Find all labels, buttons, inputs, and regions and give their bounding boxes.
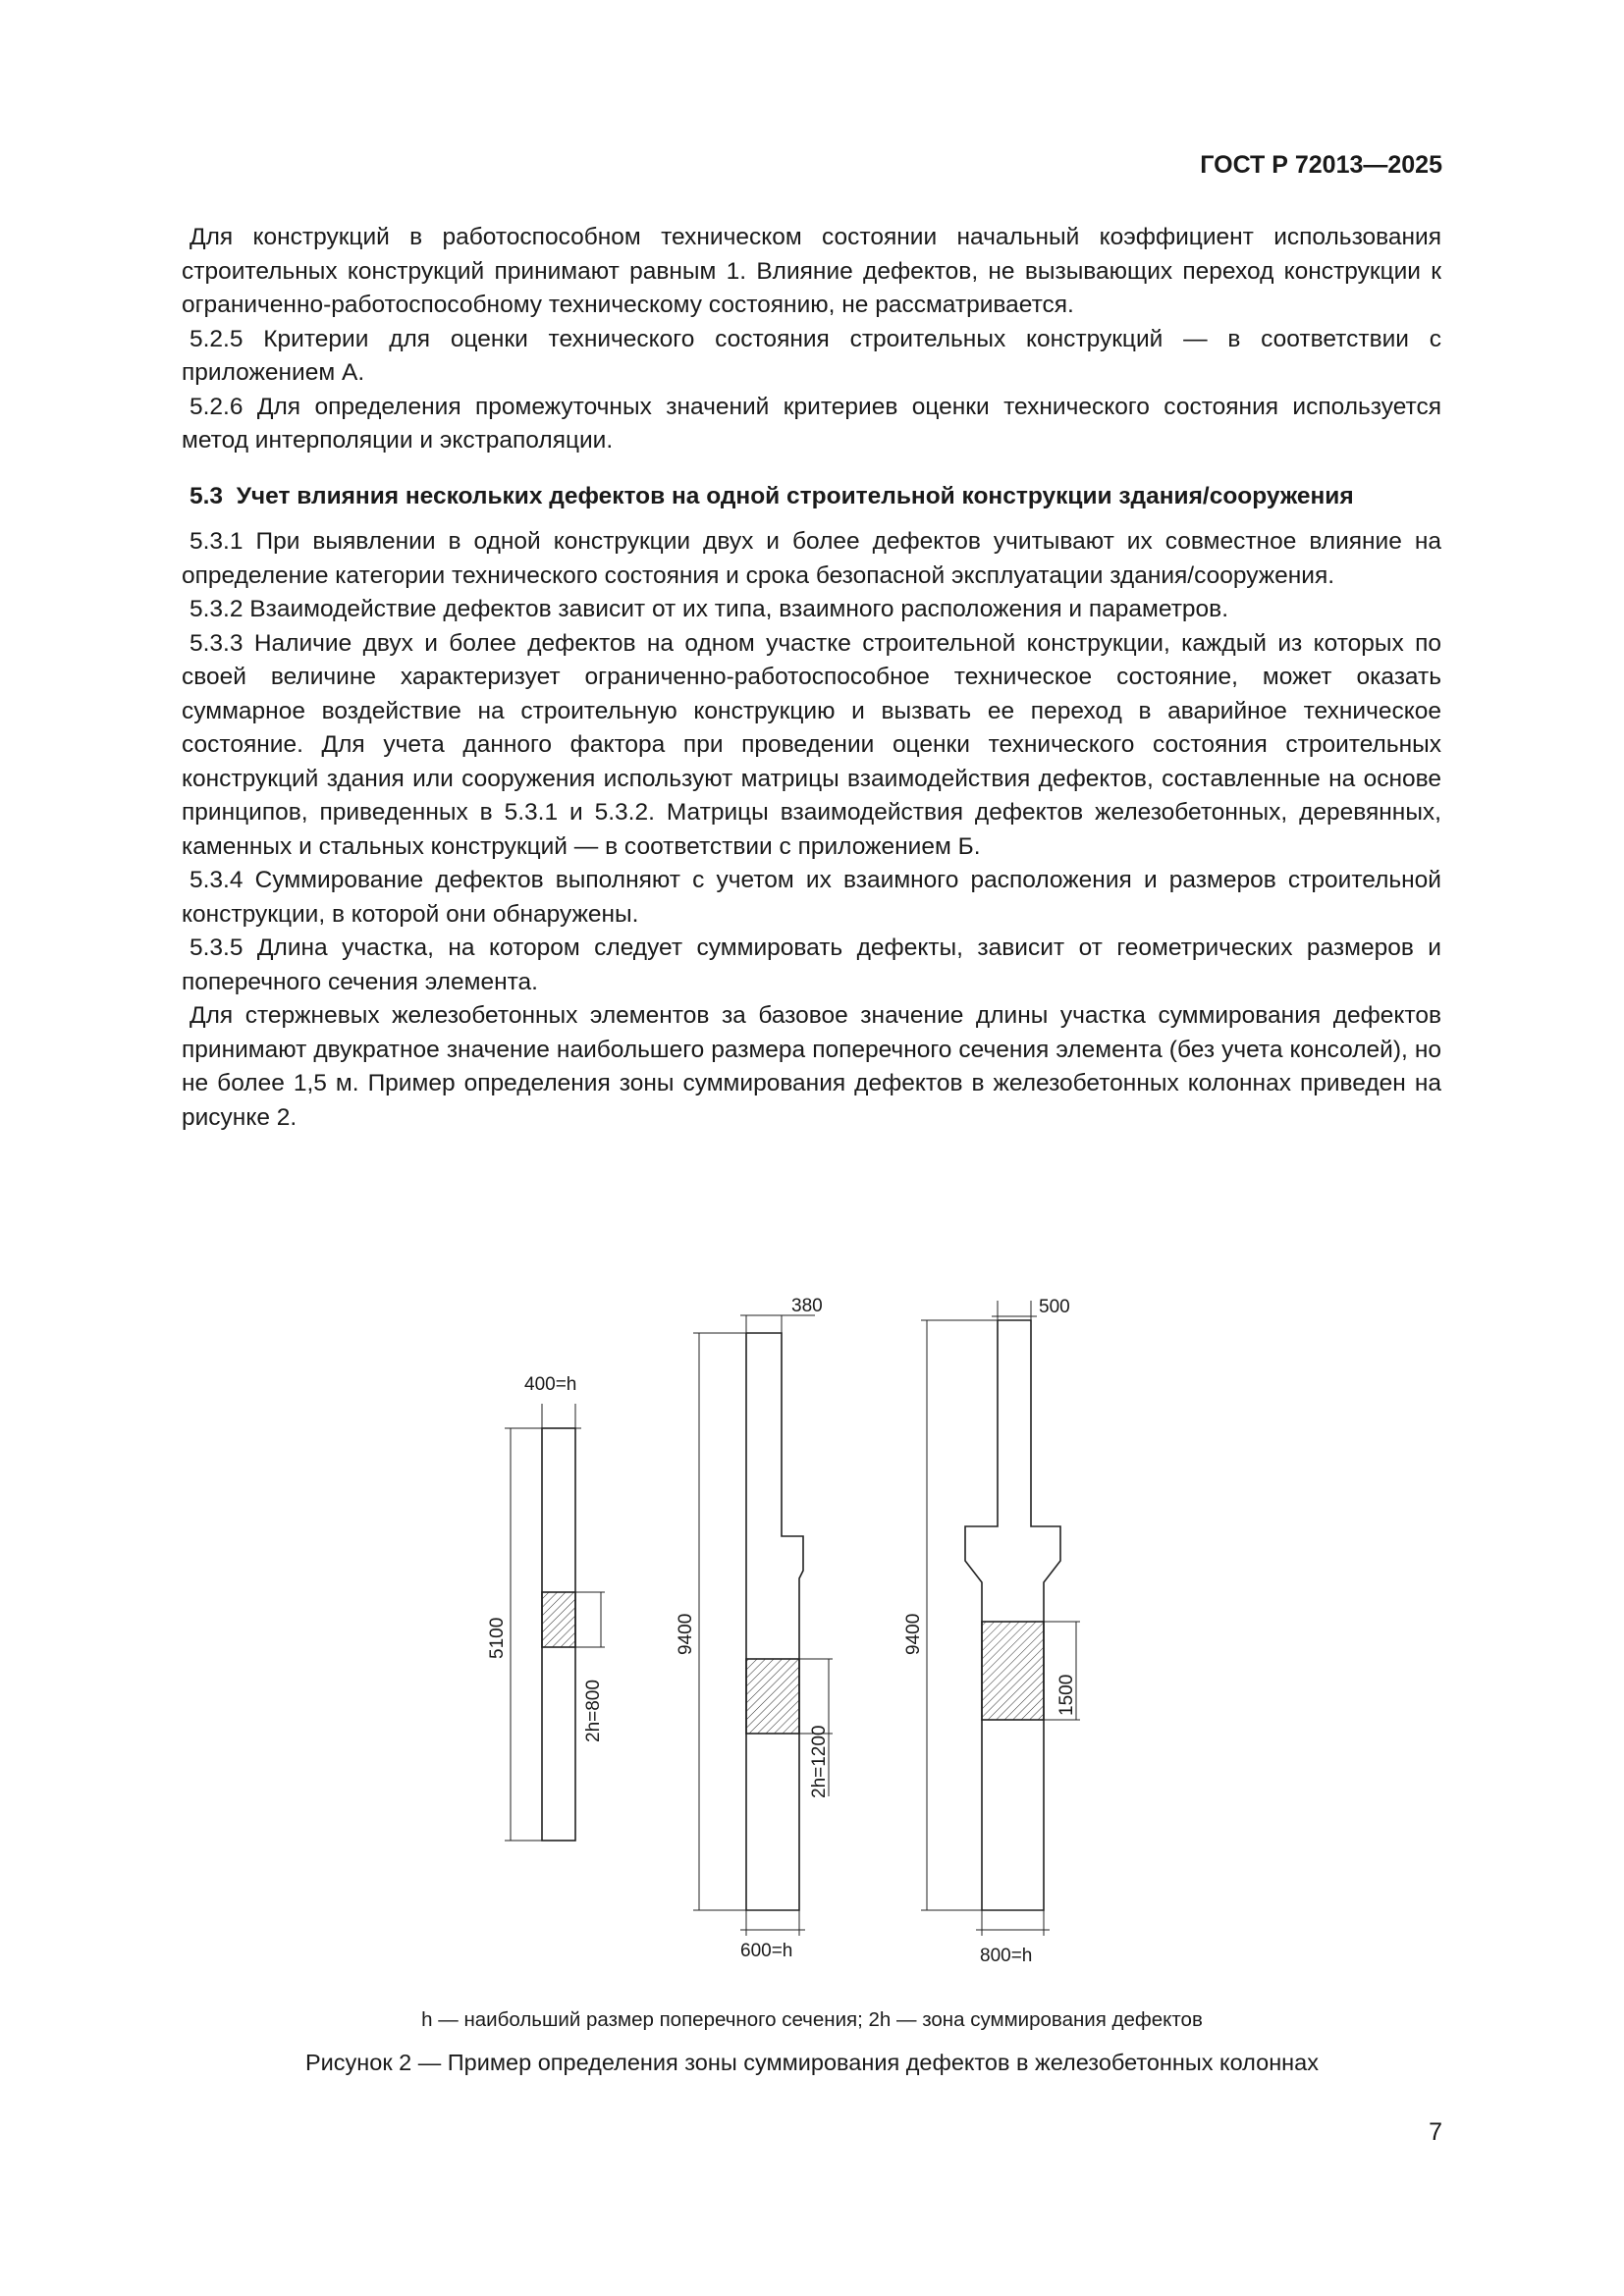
column-3 — [921, 1301, 1080, 1936]
page-number: 7 — [1429, 2118, 1442, 2146]
figure-caption: Рисунок 2 — Пример определения зоны суммирования дефектов в железобетонных колоннах — [305, 2050, 1319, 2075]
column-1 — [505, 1404, 605, 1841]
column-2-length-label: 9400 — [676, 1613, 696, 1655]
column-3-length-label: 9400 — [903, 1613, 924, 1655]
figure-legend: h — наибольший размер поперечного сечения; 2h — зона суммирования дефектов — [421, 2008, 1203, 2031]
column-1-length-label: 5100 — [487, 1617, 508, 1659]
figure-columns — [0, 1266, 1624, 1993]
column-3-zone-label: 1500 — [1056, 1674, 1077, 1716]
paragraph: 5.3.3 Наличие двух и более дефектов на одном участке строительной конструкции, каждый из которых по своей величине характеризует ограниченно-работоспособное техническое состояние, может оказать суммарное воздействие на строительную конструкцию и вызвать ее переход в аварийное техническое состояние. Для учета данного фактора при проведении оценки технического состояния строительных конструкций здания или сооружения используют матрицы взаимодействия дефектов, составленные на основе принципов, приведенных в 5.3.1 и 5.3.2. Матрицы взаимодействия дефектов железобетонных, деревянных, каменных и стальных конструкций — в соответствии с приложением Б. — [182, 629, 1441, 860]
paragraph: 5.3.1 При выявлении в одной конструкции двух и более дефектов учитывают их совместное влияние на определение категории технического состояния и срока безопасной эксплуатации здания/сооружения. — [182, 528, 1441, 589]
paragraph: 5.3.4 Суммирование дефектов выполняют с учетом их взаимного расположения и размеров строительной конструкции, в которой они обнаружены. — [182, 867, 1441, 928]
paragraph: Для стержневых железобетонных элементов за базовое значение длины участка суммирования дефектов принимают двукратное значение наибольшего размера поперечного сечения элемента (без учета консолей), но не более 1,5 м. Пример определения зоны суммирования дефектов в железобетонных колоннах приведен на рисунке 2. — [182, 1002, 1441, 1131]
column-2-bottom-label: 600=h — [740, 1941, 793, 1961]
column-2 — [693, 1315, 833, 1936]
column-2-top-label: 380 — [791, 1296, 823, 1316]
section-title: Учет влияния нескольких дефектов на одной строительной конструкции здания/сооружения — [236, 482, 1354, 509]
paragraph: Для конструкций в работоспособном техническом состоянии начальный коэффициент использования строительных конструкций принимают равным 1. Влияние дефектов, не вызывающих переход конструкции к ограниченно-работоспособному техническому состоянию, не рассматривается. — [182, 224, 1441, 318]
body-text — [182, 221, 1441, 1135]
paragraph: 5.3.5 Длина участка, на котором следует суммировать дефекты, зависит от геометрических размеров и поперечного сечения элемента. — [182, 934, 1441, 995]
paragraph: 5.3.2 Взаимодействие дефектов зависит от их типа, взаимного расположения и параметров. — [189, 596, 1228, 622]
section-number: 5.3 — [189, 482, 224, 509]
column-3-bottom-label: 800=h — [980, 1946, 1033, 1966]
columns-drawing — [0, 1266, 1624, 1993]
document-id: ГОСТ Р 72013—2025 — [1200, 151, 1442, 179]
column-1-width-label: 400=h — [524, 1374, 577, 1395]
column-1-zone-label: 2h=800 — [583, 1680, 604, 1742]
column-3-top-label: 500 — [1039, 1297, 1070, 1317]
paragraph: 5.2.5 Критерии для оценки технического состояния строительных конструкций — в соответствии с приложением А. — [182, 325, 1441, 386]
section-heading — [182, 480, 1441, 514]
column-2-zone-label: 2h=1200 — [809, 1725, 830, 1798]
paragraph: 5.2.6 Для определения промежуточных значений критериев оценки технического состояния используется метод интерполяции и экстраполяции. — [182, 393, 1441, 454]
